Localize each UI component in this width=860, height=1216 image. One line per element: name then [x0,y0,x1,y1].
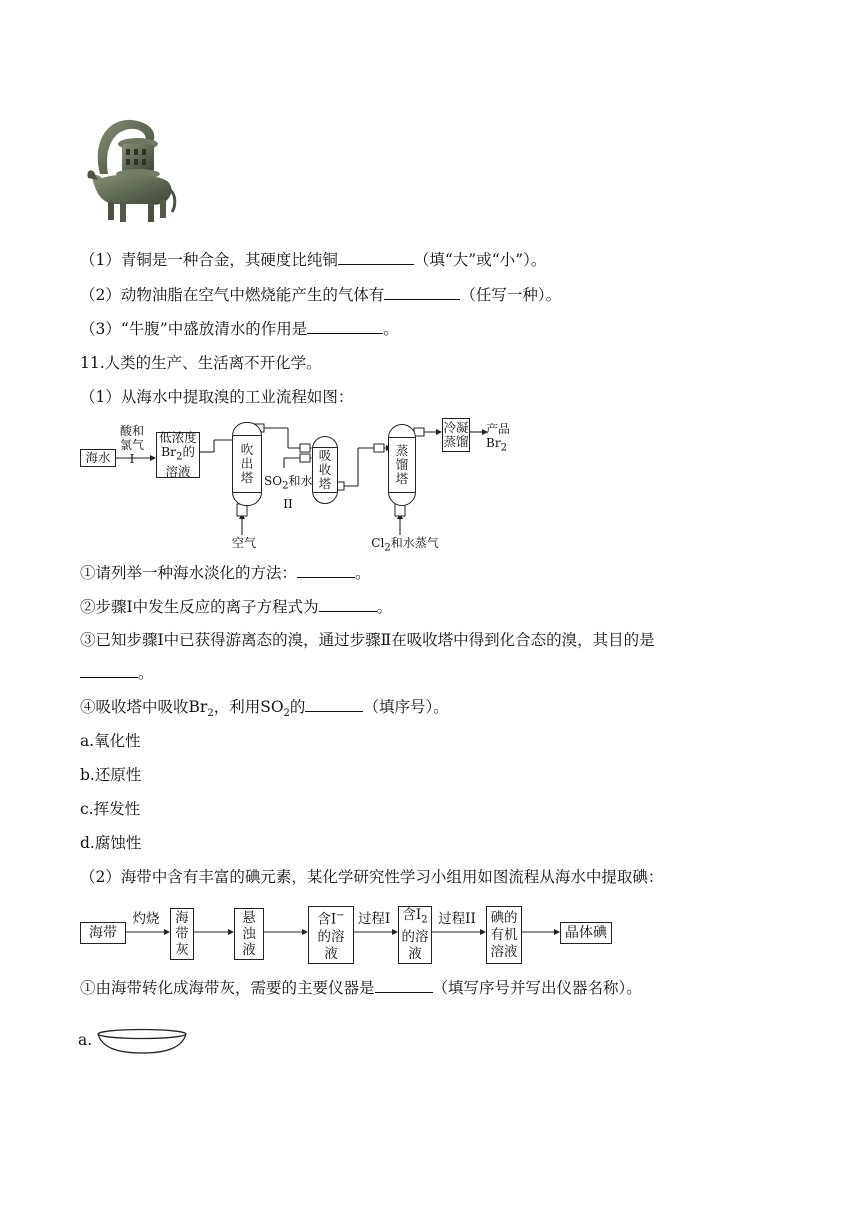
low-concentration-label: 低浓度 [159,430,197,446]
crystal-iodine-label: 晶体碘 [565,925,607,941]
q11-p1-4-text: ④吸收塔中吸收 [80,698,189,716]
option-b[interactable]: b.还原性 [80,766,142,784]
crystal-iodine-box [560,922,612,944]
answer-blank[interactable] [307,319,383,334]
low-bromine-box [156,432,200,478]
dist-tower-char1: 蒸 [395,443,409,458]
option-a-label[interactable]: a. [78,1031,93,1049]
q11-part1-intro: （1）从海水中提取溴的工业流程如图： [80,388,354,406]
q11-p1-3-text: ③已知步骤Ⅰ中已获得游离态的溴，通过步骤Ⅱ在吸收塔中得到化合态的溴，其目的是 [80,631,655,649]
br2-formula: Br [188,698,208,716]
organic-iodine-box: 碘的 有机 溶液 [486,906,522,964]
chlorine-label: 氯气 [119,438,144,452]
seawater-label: 海水 [85,450,111,465]
product-text: 产品 [486,422,511,436]
dist-tower-char2: 馏 [395,457,409,472]
q10-sub1-text: （1）青铜是一种合金，其硬度比纯铜 [80,251,338,269]
absorption-tower [312,436,338,504]
condense-label: 冷凝 [443,420,469,435]
blow-tower-char1: 吹 [240,442,254,457]
q11-p2-1-text: ①由海带转化成海带灰，需要的主要仪器是 [80,979,375,997]
q11-part2-intro: （2）海带中含有丰富的碘元素，某化学研究性学习小组用如图流程从海水中提取碘： [80,868,664,886]
br2-label: $Br_2$的 [160,444,196,463]
abs-tower-char3: 塔 [318,476,332,491]
cl2-steam-label: $Cl_2$和水蒸气 [371,536,439,554]
answer-blank[interactable] [384,285,460,300]
q10-sub3-end: 。 [383,320,399,338]
q11-stem: 11.人类的生产、生活离不开化学。 [80,354,322,372]
q11-p1-1 [80,563,371,583]
process-2-label: 过程II [438,911,476,927]
q10-sub2 [80,285,561,305]
q11-p1-1-end: 。 [355,564,371,582]
step-2-label: II [283,497,293,512]
q11-p2-1 [80,978,642,998]
option-d[interactable]: d.腐蚀性 [80,834,142,852]
kelp-ash-box: 海 带 灰 [170,908,194,960]
q11-p1-3-end: 。 [138,664,154,682]
answer-blank[interactable] [297,563,355,578]
product-label: 产品 $Br_2$ [486,422,520,455]
q10-sub3-text: （3）“牛腹”中盛放清水的作用是 [80,320,308,338]
so2-water-label: $SO_2$和水 II [264,474,313,512]
q11-p1-2-text: ②步骤Ⅰ中发生反应的离子方程式为 [80,598,319,616]
q10-sub2-text: （2）动物油脂在空气中燃烧能产生的气体有 [80,286,385,304]
evaporating-dish-icon [94,1026,190,1056]
answer-blank[interactable] [319,597,377,612]
iodide-solution-box: 含I− 的溶 液 [308,906,354,964]
bromine-flow-diagram [78,418,538,553]
distill-label: 蒸馏 [443,434,469,449]
abs-tower-char2: 收 [318,462,332,477]
option-a[interactable]: a.氧化性 [80,732,141,750]
q11-p1-4: ④吸收塔中吸收$Br_2$，利用$SO_2$的 （填序号）。 [80,698,449,720]
abs-tower-char1: 吸 [318,448,332,463]
answer-blank[interactable] [375,978,433,993]
q10-sub2-hint: （任写一种）。 [460,286,562,304]
blow-tower-char3: 塔 [240,470,254,485]
seawater-box [80,449,116,467]
kelp-label: 海带 [89,925,117,941]
suspension-box: 悬 浊 液 [234,908,264,960]
q10-sub3 [80,319,399,339]
q10-sub1 [80,250,546,270]
q11-p1-3 [80,630,655,650]
distillation-tower [388,424,416,506]
option-c[interactable]: c.挥发性 [80,800,141,818]
blow-tower-char2: 出 [240,456,254,471]
answer-blank[interactable] [338,250,414,265]
answer-blank[interactable] [80,663,138,678]
iodine-solution-box: 含$I_2$ 的溶 液 [398,906,432,964]
q11-p1-2-end: 。 [376,598,393,616]
bronze-ox-lamp-image [86,114,178,232]
acid-label: 酸和 [119,424,144,438]
q11-p1-3-cont [80,663,154,683]
solution-label: 溶液 [165,463,191,479]
dist-tower-char3: 塔 [395,471,409,486]
q11-p1-2 [80,597,392,617]
q11-p1-1-text: ①请列举一种海水淡化的方法： [80,564,298,582]
q11-p2-1-hint: （填写序号并写出仪器名称）。 [432,979,642,997]
step-1-label: I [129,452,135,466]
condense-distill-box [442,418,470,452]
kelp-box [80,922,126,944]
blow-out-tower [232,422,262,506]
process-1-label: 过程I [357,911,391,927]
air-label: 空气 [231,536,256,550]
q11-p1-4-hint: （填序号）。 [363,698,449,716]
q10-sub1-hint: （填“大”或“小”）。 [413,251,547,269]
iodine-flow-diagram [78,904,618,966]
so2-formula: SO [260,698,284,716]
acid-chlorine-label [116,424,148,466]
answer-blank[interactable] [305,697,363,712]
burn-label: 灼烧 [132,911,160,927]
